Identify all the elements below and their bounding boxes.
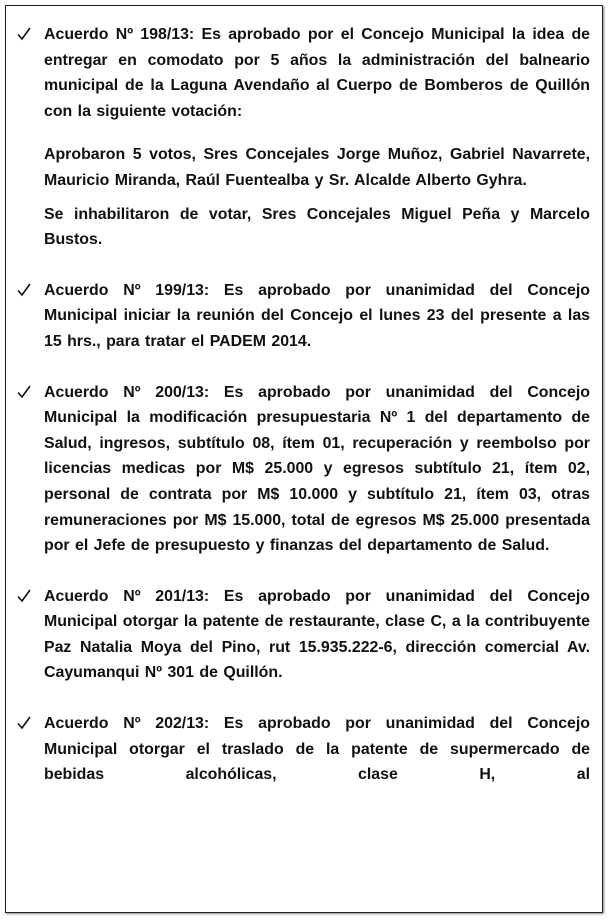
vote-approval-text: Aprobaron 5 votos, Sres Concejales Jorge Muñoz, Gabriel Navarrete, Mauricio Miranda, Raúl Fuentealba y Sr. Alcalde Alberto Gyhra. [44, 146, 590, 189]
agreement-text: Acuerdo Nº 202/13: Es aprobado por unanimidad del Concejo Municipal otorgar el traslado de la patente de supermercado de bebidas alcohólicas, clase H, al [44, 715, 590, 784]
agreement-item-199 [6, 278, 603, 355]
agreement-item-198 [6, 22, 603, 253]
agreement-item-200 [6, 380, 603, 559]
checkmark-icon [16, 384, 32, 400]
agreement-text: Acuerdo Nº 200/13: Es aprobado por unanimidad del Concejo Municipal la modificación presupuestaria Nº 1 del departamento de Salud, ingresos, subtítulo 08, ítem 01, recuperación y reembolso por licencias medicas por M$ 25.000 y egresos subtítulo 21, ítem 02, personal de contrata por M$ 10.000 y subtítulo 21, ítem 03, otras remuneraciones por M$ 15.000, total de egresos M$ 25.000 presentada por el Jefe de presupuesto y finanzas del departamento de Salud. [44, 383, 590, 555]
vote-abstention-text: Se inhabilitaron de votar, Sres Concejales Miguel Peña y Marcelo Bustos. [44, 205, 590, 249]
agreement-text: Acuerdo Nº 201/13: Es aprobado por unanimidad del Concejo Municipal otorgar la patente de restaurante, clase C, a la contribuyente Paz Natalia Moya del Pino, rut 15.935.222-6, dirección comercial Av. Cayumanqui Nº 301 de Quillón. [44, 587, 590, 682]
document-body [6, 6, 603, 813]
checkmark-icon [16, 588, 32, 604]
agreement-item-201 [6, 584, 603, 686]
checkmark-icon [16, 282, 32, 298]
checkmark-icon [16, 26, 32, 42]
agreement-text: Acuerdo Nº 198/13: Es aprobado por el Concejo Municipal la idea de entregar en comodato por 5 años la administración del balneario municipal de la Laguna Avendaño al Cuerpo de Bomberos de Quillón con la siguiente votación: [44, 26, 590, 120]
agreement-item-202 [6, 711, 603, 788]
document-page [5, 5, 603, 913]
agreement-text: Acuerdo Nº 199/13: Es aprobado por unanimidad del Concejo Municipal iniciar la reunión del Concejo el lunes 23 del presente a las 15 hrs., para tratar el PADEM 2014. [44, 281, 590, 350]
checkmark-icon [16, 715, 32, 731]
